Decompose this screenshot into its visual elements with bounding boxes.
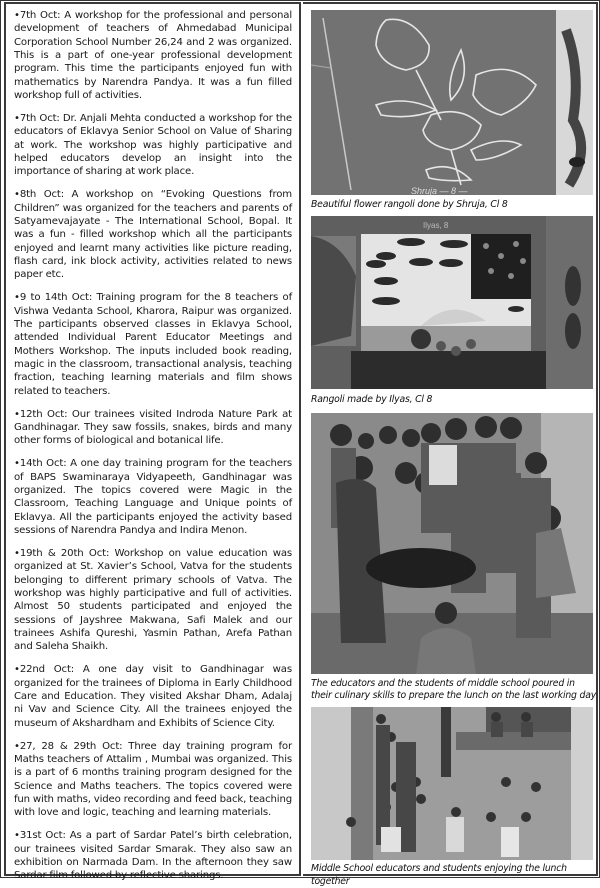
group-cooking-photo (311, 413, 593, 674)
lunch-together-photo (311, 707, 593, 860)
photo-caption: Middle School educators and students enjoying the lunch together (311, 863, 567, 887)
photo-caption: Rangoli made by Ilyas, Cl 8 (311, 394, 433, 405)
event-entry: •14th Oct: A one day training program for the teachers of BAPS Swaminaraya Vidyapeeth, Gandhinagar was organized. The topics covered were Magic in the Classroom, Teaching Language and Unique points of Eklavya. All the participants enjoyed the activity based sessions of Narendra Pandya and Indira Menon. (14, 458, 292, 536)
rangoli-signature: Shruja — 8 — (411, 186, 468, 195)
event-entry: •7th Oct: Dr. Anjali Mehta conducted a workshop for the educators of Eklavya Senior School on Value of Sharing at work. The workshop was highly participative and helped educators develop an insight into the importance of sharing at work place. (14, 113, 292, 178)
photo-caption: Beautiful flower rangoli done by Shruja, Cl 8 (311, 199, 508, 210)
event-entry: •19th & 20th Oct: Workshop on value education was organized at St. Xavier’s School, Vatva for the students belonging to different primary schools of Vatva. The workshop was highly participative and full of activities. Almost 50 students participated and enjoyed the sessions of Jayshree Makwana, Safi Malek and our trainees Ashifa Qureshi, Yasmin Pathan, Arefa Pathan and Saleha Shaikh. (14, 547, 292, 653)
event-entry: •31st Oct: As a part of Sardar Patel’s birth celebration, our trainees visited Sardar Smarak. They also saw an exhibition on Narmada Dam. In the afternoon they saw Sardar film followed by reflective sharings. (14, 830, 292, 882)
events-column (4, 2, 301, 882)
event-entry: •27, 28 & 29th Oct: Three day training program for Maths teachers of Attalim , Mumbai was organized. This is a part of 6 months training program designed for the Science and Maths teachers. The topics covered were fun with maths, video recording and feed back, teaching with love and logic, teaching and learning materials. (14, 740, 292, 819)
rangoli-signature: Ilyas, 8 (423, 221, 449, 230)
landscape-rangoli-photo (311, 216, 593, 389)
event-entry: •9 to 14th Oct: Training program for the 8 teachers of Vishwa Vedanta School, Kharora, Raipur was organized. The participants observed classes in Eklavya School, attended Individual Parent Educator Meetings and Mothers Workshop. The inputs included book reading, magic in the classroom, transactional analysis, teaching fraction, teaching learning materials and film shows related to teachers. (14, 292, 292, 397)
photo-caption: The educators and the students of middle school poured in their culinary skills to prepare the lunch on the last working day (311, 678, 596, 702)
event-entry: •8th Oct: A workshop on “Evoking Questions from Children” was organized for the teachers and parents of Satyamevajayate - The International School, Bopal. It was a fun - filled workshop which all the participants enjoyed and learnt many activities like picture reading, flash card, ink block activity, activities related to news paper etc. (14, 189, 292, 281)
photos-column (303, 2, 598, 887)
event-entry: •7th Oct: A workshop for the professional and personal development of teachers of Ahmedabad Municipal Corporation School Number 26,24 and 2 was organized. This is a part of one-year professional development program. This time the participants enjoyed fun with mathematics by Narendra Pandya. It was a fun filled workshop full of activities. (14, 10, 292, 102)
event-entry: •22nd Oct: A one day visit to Gandhinagar was organized for the trainees of Diploma in Early Childhood Care and Education. They visited Akshar Dham, Adalaj ni Vav and Science City. All the trainees enjoyed the museum of Akshardham and Exhibits of Science City. (14, 664, 292, 729)
flower-rangoli-photo (311, 10, 593, 195)
event-entry: •12th Oct: Our trainees visited Indroda Nature Park at Gandhinagar. They saw fossils, snakes, birds and many other forms of biological and botanical life. (14, 408, 292, 447)
